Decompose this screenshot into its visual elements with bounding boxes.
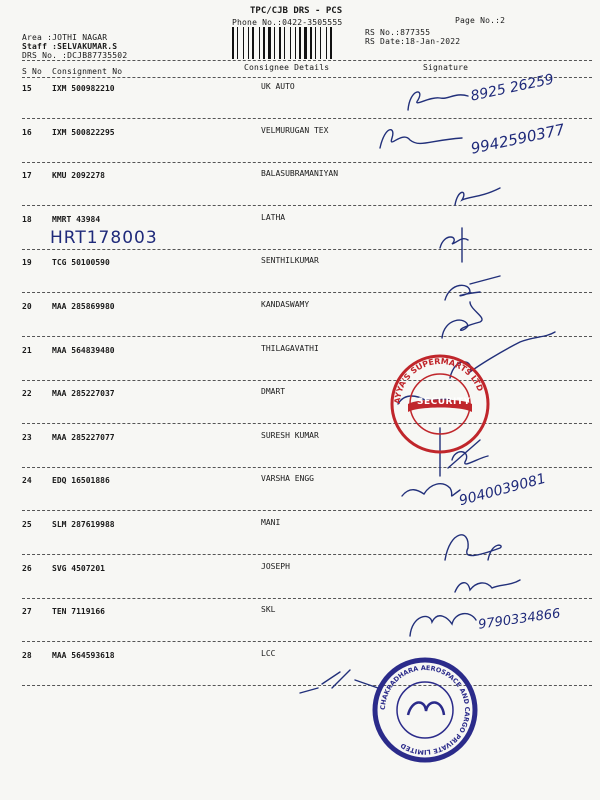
row-consignment: MAA 564593618	[52, 650, 115, 660]
row-divider	[22, 380, 592, 381]
row-consignment: IXM 500982210	[52, 84, 115, 93]
row-consignment: MAA 564839480	[52, 345, 115, 355]
row-divider	[22, 641, 592, 642]
barcode	[232, 27, 360, 59]
rs-number: RS No.:877355	[365, 28, 431, 37]
handwritten-phone-24: 9040039081	[457, 470, 548, 510]
handwritten-phone-27: 9790334866	[477, 606, 562, 633]
row-divider	[22, 118, 592, 119]
barcode-bar	[295, 27, 296, 59]
barcode-bar	[326, 27, 327, 59]
row-consignee: BALASUBRAMANIYAN	[261, 169, 339, 179]
col-signature: Signature	[423, 63, 469, 72]
row-consignment: MAA 285227037	[52, 389, 115, 399]
barcode-bar	[268, 27, 271, 59]
handwritten-phone-15: 8925 26259	[469, 71, 556, 105]
row-consignment: MAA 285869980	[52, 302, 115, 311]
row-sno: 20	[22, 302, 32, 311]
barcode-bar	[330, 27, 332, 59]
col-consignee: Consignee Details	[244, 63, 330, 72]
barcode-bar	[237, 27, 238, 59]
row-sno: 27	[22, 607, 32, 617]
barcode-bar	[310, 27, 312, 59]
handwritten-phone-16: 9942590377	[469, 120, 567, 158]
header-divider-top	[22, 60, 592, 61]
row-consignee: THILAGAVATHI	[261, 343, 319, 353]
courier-stamp-ring-text: CHAKRADHARA AEROSPACE AND CARGO PRIVATE LIMITED	[378, 663, 472, 757]
row-consignee: SENTHILKUMAR	[261, 256, 319, 266]
row-divider	[22, 162, 592, 163]
row-sno: 21	[22, 345, 32, 355]
row-consignment: SLM 287619988	[52, 520, 115, 529]
row-sno: 24	[22, 476, 32, 486]
row-sno: 18	[22, 214, 32, 224]
row-consignee: SKL	[261, 605, 276, 615]
row-divider	[22, 554, 592, 555]
row-consignee: VELMURUGAN TEX	[261, 125, 329, 135]
handwritten-note: HRT178003	[50, 228, 158, 248]
row-sno: 25	[22, 520, 32, 529]
barcode-bar	[284, 27, 285, 59]
row-divider	[22, 205, 592, 206]
security-stamp-label: SECURITY	[417, 397, 471, 407]
page-number: Page No.:2	[455, 16, 506, 25]
staff-label: Staff :SELVAKUMAR.S	[22, 42, 118, 51]
row-divider	[22, 510, 592, 511]
row-consignee: KANDASWAMY	[261, 300, 310, 309]
col-consignment: Consignment No	[52, 67, 123, 76]
barcode-bar	[252, 27, 254, 59]
rs-date: RS Date:18-Jan-2022	[365, 37, 461, 46]
barcode-bar	[290, 27, 291, 59]
barcode-bar	[274, 27, 275, 59]
row-sno: 15	[22, 84, 32, 93]
row-sno: 19	[22, 258, 32, 268]
row-divider	[22, 467, 592, 468]
barcode-bar	[320, 27, 321, 59]
barcode-bar	[304, 27, 307, 59]
row-consignee: VARSHA ENGG	[261, 474, 314, 484]
row-divider	[22, 336, 592, 337]
barcode-bar	[299, 27, 301, 59]
row-consignee: MANI	[261, 518, 281, 527]
row-consignee: DMART	[261, 387, 286, 397]
row-consignee: LCC	[261, 648, 276, 658]
row-sno: 17	[22, 171, 32, 181]
document-title: TPC/CJB DRS - PCS	[250, 6, 343, 16]
area-label: Area :JOTHI NAGAR	[22, 33, 108, 42]
row-sno: 23	[22, 432, 32, 442]
row-consignment: TCG 50100590	[52, 258, 110, 268]
row-consignee: JOSEPH	[261, 561, 290, 571]
row-consignment: MMRT 43984	[52, 214, 101, 224]
drs-number: DRS No. :DCJB87735502	[22, 51, 128, 60]
row-divider	[22, 249, 592, 250]
row-consignment: EDQ 16501886	[52, 476, 110, 486]
row-divider	[22, 685, 592, 686]
barcode-bar	[232, 27, 234, 59]
courier-stamp	[370, 655, 480, 765]
row-consignee: UK AUTO	[261, 82, 295, 91]
barcode-bar	[259, 27, 260, 59]
row-divider	[22, 423, 592, 424]
row-consignment: IXM 500822295	[52, 127, 115, 137]
row-consignee: SURESH KUMAR	[261, 430, 319, 440]
row-consignment: TEN 7119166	[52, 607, 105, 617]
security-stamp	[388, 352, 492, 456]
row-divider	[22, 292, 592, 293]
barcode-bar	[279, 27, 281, 59]
row-consignment: KMU 2092278	[52, 171, 105, 181]
barcode-bar	[315, 27, 316, 59]
barcode-bar	[243, 27, 244, 59]
header-divider-bottom	[22, 77, 592, 78]
row-divider	[22, 598, 592, 599]
row-sno: 26	[22, 563, 32, 573]
phone-number: Phone No.:0422-3505555	[232, 18, 343, 27]
row-sno: 22	[22, 389, 32, 399]
row-consignment: SVG 4507201	[52, 563, 105, 573]
barcode-bar	[248, 27, 249, 59]
row-consignee: LATHA	[261, 212, 286, 222]
row-sno: 28	[22, 650, 32, 660]
row-sno: 16	[22, 127, 32, 137]
col-sno: S No	[22, 67, 43, 76]
row-consignment: MAA 285227077	[52, 432, 115, 442]
security-stamp-ring-text: AYYA'S SUPERMARTS LTD	[392, 356, 485, 405]
barcode-bar	[263, 27, 265, 59]
